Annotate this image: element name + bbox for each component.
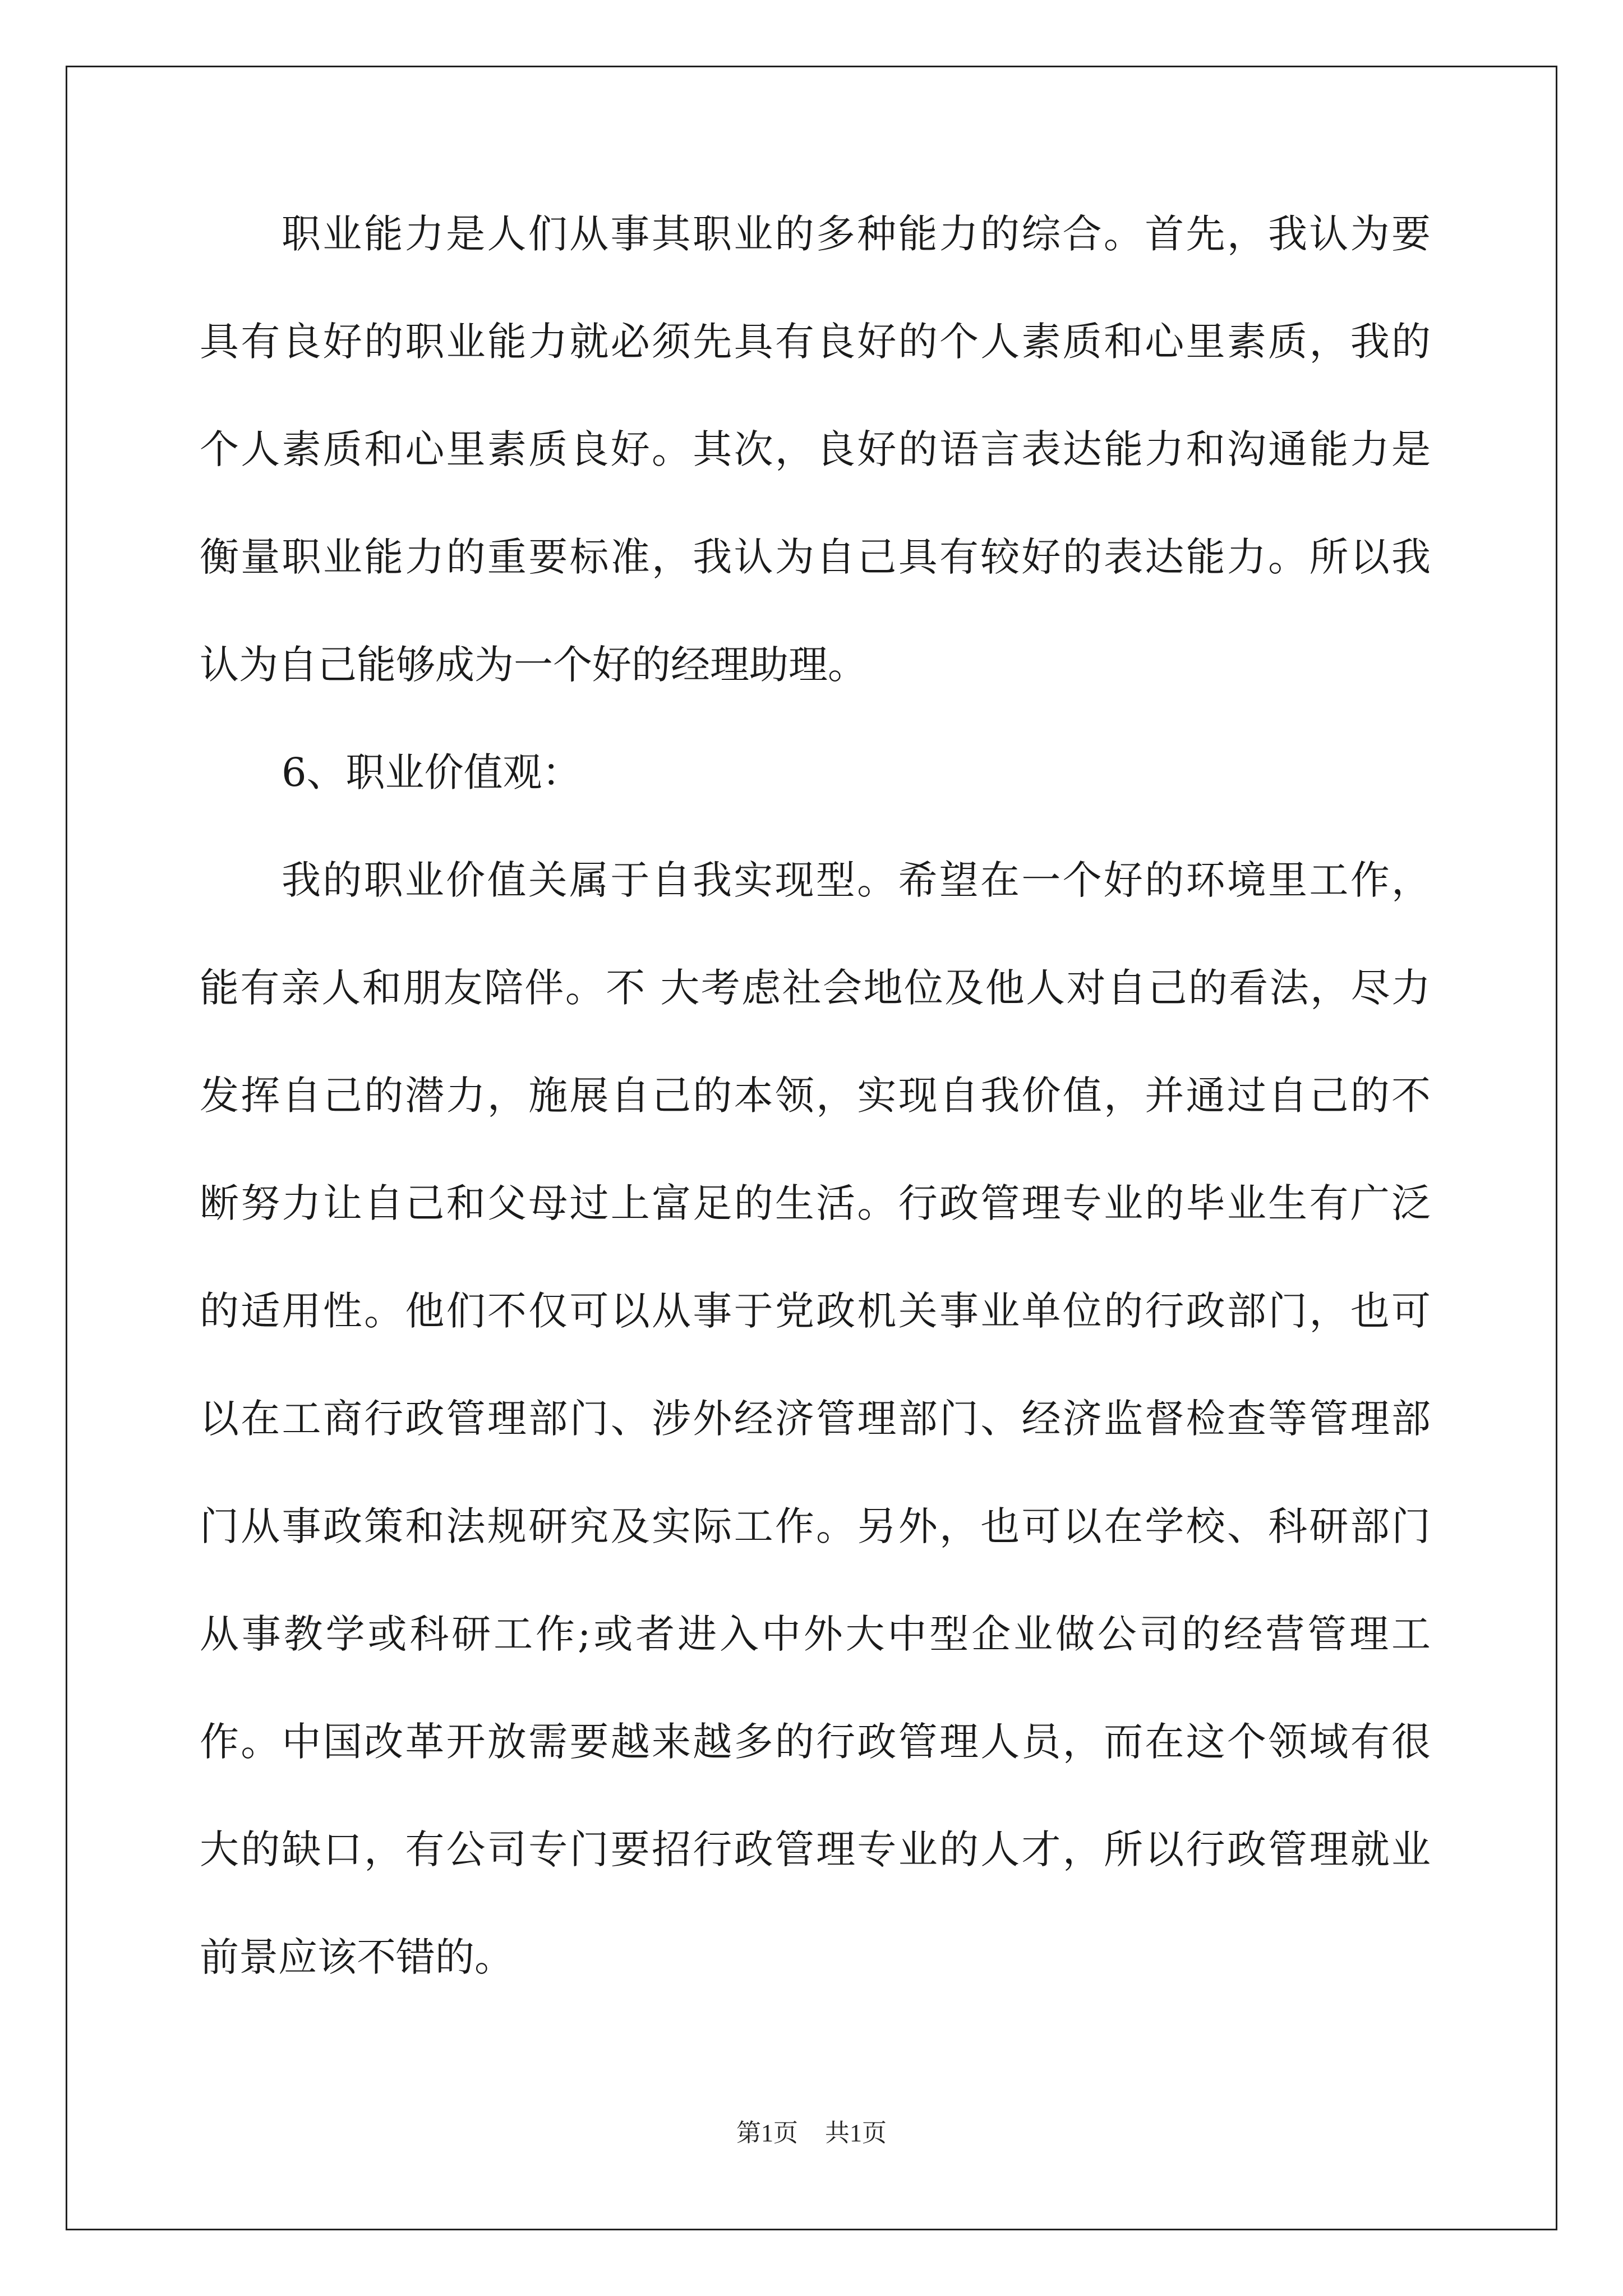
- paragraph-line: 发挥自己的潜力，施展自己的本领，实现自我价值，并通过自己的不: [200, 1073, 1431, 1119]
- paragraph-line: 我的职业价值关属于自我实现型。希望在一个好的环境里工作，: [282, 857, 1431, 903]
- paragraph-line: 以在工商行政管理部门、涉外经济管理部门、经济监督检查等管理部: [200, 1396, 1431, 1442]
- paragraph-line: 能有亲人和朋友陪伴。不 大考虑社会地位及他人对自己的看法，尽力: [200, 965, 1431, 1011]
- paragraph-line: 衡量职业能力的重要标准，我认为自己具有较好的表达能力。所以我: [200, 534, 1431, 580]
- paragraph-line: 大的缺口，有公司专门要招行政管理专业的人才，所以行政管理就业: [200, 1826, 1431, 1872]
- page-number-current: 第1页: [736, 2119, 798, 2147]
- paragraph-line: 职业能力是人们从事其职业的多种能力的综合。首先，我认为要: [282, 211, 1431, 257]
- page-footer: [0, 2118, 1623, 2149]
- paragraph-line: 认为自己能够成为一个好的经理助理。: [200, 642, 867, 688]
- section-heading: 6、职业价值观：: [282, 749, 582, 795]
- paragraph-line: 的适用性。他们不仅可以从事于党政机关事业单位的行政部门，也可: [200, 1288, 1431, 1334]
- paragraph-line: 具有良好的职业能力就必须先具有良好的个人素质和心里素质，我的: [200, 319, 1431, 365]
- paragraph-line: 作。中国改革开放需要越来越多的行政管理人员，而在这个领域有很: [200, 1719, 1431, 1765]
- paragraph-line: 门从事政策和法规研究及实际工作。另外，也可以在学校、科研部门: [200, 1503, 1431, 1549]
- paragraph-line: 前景应该不错的。: [200, 1934, 514, 1980]
- paragraph-line: 从事教学或科研工作;或者进入中外大中型企业做公司的经营管理工: [200, 1611, 1431, 1657]
- paragraph-line: 断努力让自己和父母过上富足的生活。行政管理专业的毕业生有广泛: [200, 1180, 1431, 1226]
- document-body: [200, 208, 1431, 2039]
- page-number-total: 共1页: [825, 2119, 887, 2147]
- paragraph-line: 个人素质和心里素质良好。其次，良好的语言表达能力和沟通能力是: [200, 426, 1431, 472]
